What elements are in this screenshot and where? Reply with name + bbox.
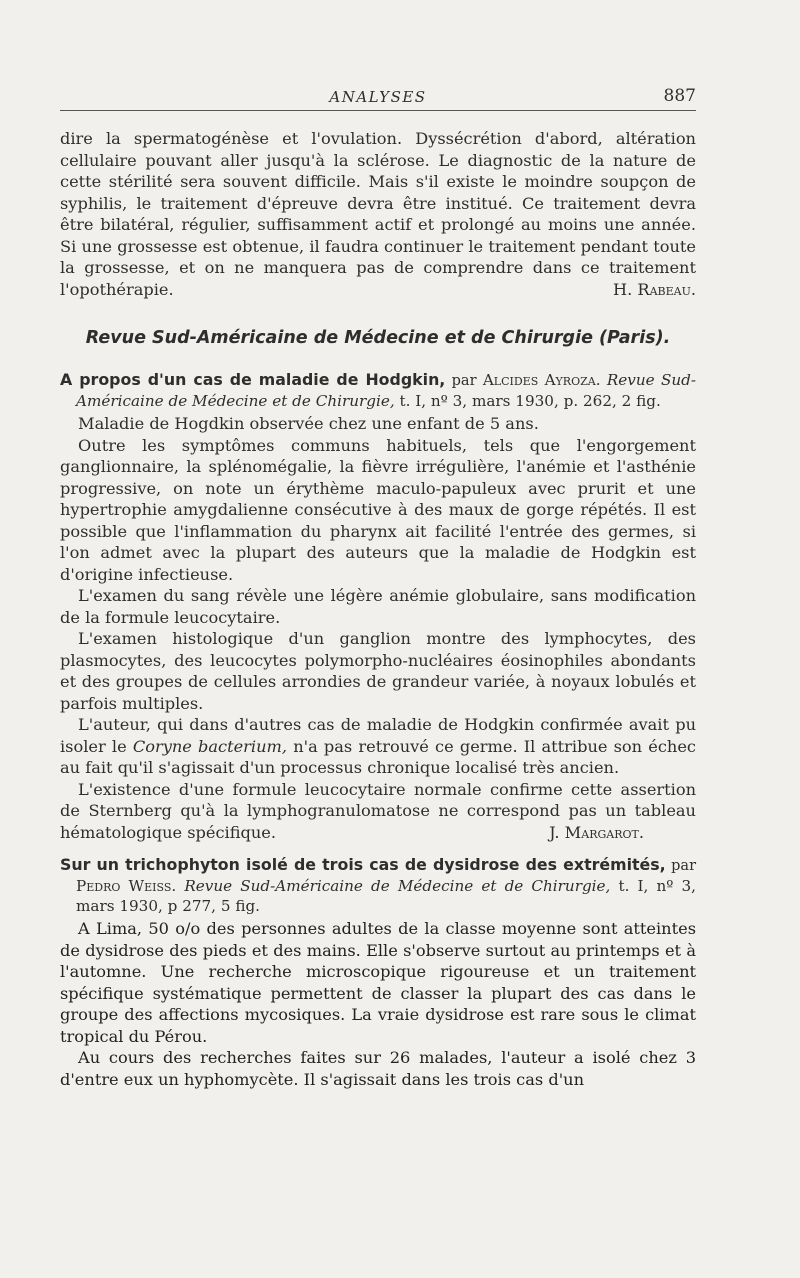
article-1-paragraph-6-text: L'existence d'une formule leucocytaire normale confirme cette assertion de Sternberg qu'à la lymphogranulomatose ne correspond pas un tableau hématologique spécifique. <box>60 779 696 842</box>
article-2-author: Pedro Weiss. <box>76 877 177 895</box>
page-number: 887 <box>663 86 696 106</box>
page-content <box>60 128 696 1090</box>
article-1-paragraph-5-end: n'a pas retrouvé ce germe. Il attribue son échec au fait qu'il s'agissait d'un processus chronique localisé très ancien. <box>60 736 696 777</box>
article-1-paragraph-1: Maladie de Hogdkin observée chez une enfant de 5 ans. <box>78 414 539 433</box>
running-title: ANALYSES <box>329 88 427 106</box>
article-1-paragraph-5-italic: Coryne bacterium, <box>132 736 288 756</box>
article-2-by: par <box>671 858 696 874</box>
article-2-reference: t. I, nº 3, mars 1930, p 277, 5 fig. <box>76 877 697 915</box>
article-1-signature: J. Margarot. <box>549 822 644 842</box>
article-2-title: Sur un trichophyton isolé de trois cas de dysidrose des extrémités, <box>60 855 666 874</box>
page-header <box>60 84 696 111</box>
article-1-paragraph-4: L'examen histologique d'un ganglion montre des lymphocytes, des plasmocytes, des leucocytes polymorpho-nucléaires éosinophiles abondants et des groupes de cellules arrondies de grandeur variée, à noyaux lobulés et parfois multiples. <box>60 629 696 713</box>
article-1-paragraph-5 <box>60 714 696 779</box>
article-1-author: Alcides Ayroza. <box>482 371 601 389</box>
article-1-by: par <box>451 373 477 389</box>
first-review-text: dire la spermatogénèse et l'ovulation. Dyssécrétion d'abord, altération cellulaire pouvant aller jusqu'à la sclérose. Le diagnostic de la nature de cette stérilité sera souvent difficile. Mais s'il existe le moindre soupçon de syphilis, le traitement d'épreuve devra être institué. Ce traitement devra être bilatéral, régulier, suffisamment actif et prolongé au moins une année. Si une grossesse est obtenue, il faudra continuer le traitement pendant toute la grossesse, et on ne manquera pas de comprendre dans ce traitement l'opothérapie. <box>60 129 696 299</box>
article-1-heading <box>60 370 696 411</box>
article-1-journal: Revue Sud-Américaine de Médecine et de Chirurgie, <box>76 371 696 410</box>
spacer <box>60 843 696 855</box>
article-1-paragraph-2: Outre les symptômes communs habituels, tels que l'engorgement ganglionnaire, la splénomégalie, la fièvre irrégulière, l'anémie et l'asthénie progressive, on note un érythème maculo-papuleux avec prurit et une hypertrophie amygdalienne consécutive à des maux de gorge répétés. Il est possible que l'inflammation du pharynx ait facilité l'entrée des germes, si l'on admet avec la plupart des auteurs que la maladie de Hodgkin est d'origine infectieuse. <box>60 435 696 584</box>
article-1-reference: t. I, nº 3, mars 1930, p. 262, 2 fig. <box>399 392 661 410</box>
article-2-paragraph-1: A Lima, 50 o/o des personnes adultes de la classe moyenne sont atteintes de dysidrose des pieds et des mains. Elle s'observe surtout au printemps et à l'automne. Une recherche microscopique rigoureuse et un traitement spécifique systématique permettent de classer la plupart des cas dans le groupe des affections mycosiques. La vraie dysidrose est rare sous le climat tropical du Pérou. <box>60 919 696 1046</box>
article-2-journal: Revue Sud-Américaine de Médecine et de Chirurgie, <box>184 877 611 895</box>
article-1-paragraph-3: L'examen du sang révèle une légère anémie globulaire, sans modification de la formule leucocytaire. <box>60 586 696 627</box>
article-1-title: A propos d'un cas de maladie de Hodgkin, <box>60 370 446 389</box>
first-review-paragraph <box>60 128 696 300</box>
section-heading: Revue Sud-Américaine de Médecine et de Chirurgie (Paris). <box>85 328 671 348</box>
article-1-paragraph-6 <box>60 779 696 844</box>
first-review-signature: H. Rabeau. <box>612 279 696 299</box>
article-2-paragraph-2: Au cours des recherches faites sur 26 malades, l'auteur a isolé chez 3 d'entre eux un hyphomycète. Il s'agissait dans les trois cas d'un <box>60 1048 696 1089</box>
article-1-paragraph-5-start: L'auteur, qui dans d'autres cas de maladie de Hodgkin confirmée avait pu isoler le <box>60 715 696 756</box>
article-2-heading <box>60 855 696 916</box>
